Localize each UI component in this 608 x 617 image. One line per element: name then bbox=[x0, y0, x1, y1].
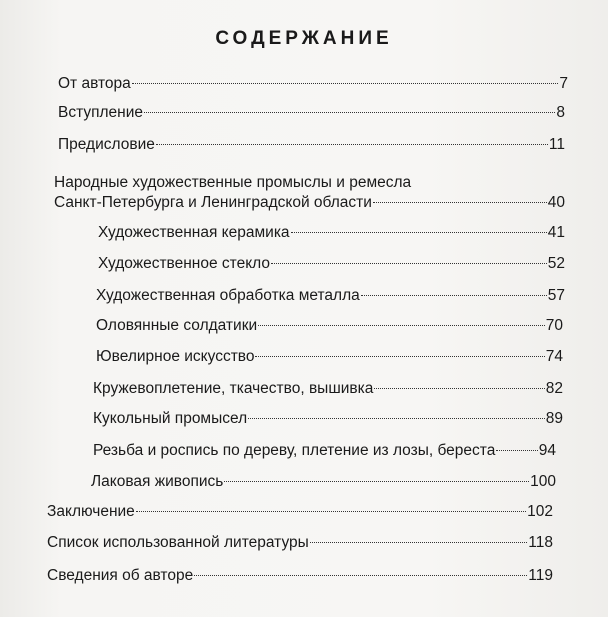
toc-entry bbox=[91, 473, 556, 491]
toc-entry bbox=[96, 348, 563, 366]
toc-entry-title: Кружевоплетение, ткачество, вышивка bbox=[93, 380, 374, 397]
toc-entry-title: Санкт-Петербурга и Ленинградской области bbox=[54, 194, 372, 211]
toc-entry-title: От автора bbox=[58, 75, 131, 92]
toc-entry-page: 100 bbox=[530, 473, 556, 490]
toc-entry bbox=[54, 194, 565, 212]
toc-leader-dots bbox=[373, 201, 547, 203]
toc-entry bbox=[58, 136, 565, 154]
toc-entry-title: Резьба и роспись по дереву, плетение из лозы, береста bbox=[93, 442, 496, 459]
toc-entry-page: 119 bbox=[528, 567, 553, 584]
toc-leader-dots bbox=[291, 231, 547, 233]
toc-entry-page: 102 bbox=[527, 503, 553, 520]
toc-entry-title: Художественная керамика bbox=[98, 224, 290, 241]
toc-entry-title: Вступление bbox=[58, 104, 144, 121]
toc-entry-page: 74 bbox=[545, 348, 563, 365]
toc-leader-dots bbox=[255, 355, 544, 357]
toc-entry-page: 89 bbox=[545, 410, 563, 427]
toc-entry-page: 70 bbox=[545, 317, 563, 334]
toc-entry bbox=[93, 380, 563, 398]
toc-leader-dots bbox=[224, 480, 529, 482]
toc-entry bbox=[93, 410, 563, 428]
toc-entry bbox=[93, 442, 556, 460]
toc-entry-page: 11 bbox=[548, 136, 565, 153]
toc-entry-title: Оловянные солдатики bbox=[96, 317, 258, 334]
toc-leader-dots bbox=[361, 294, 547, 296]
toc-leader-dots bbox=[310, 541, 528, 543]
toc-entry bbox=[47, 503, 553, 521]
toc-leader-dots bbox=[374, 387, 544, 389]
toc-entry-page: 94 bbox=[538, 442, 556, 459]
toc-entry bbox=[96, 317, 563, 335]
toc-entry-page: 41 bbox=[547, 224, 565, 241]
toc-entry-page: 52 bbox=[547, 255, 565, 272]
toc-entry bbox=[98, 255, 565, 273]
toc-entry-title: Заключение bbox=[47, 503, 135, 520]
toc-entry-title: Предисловие bbox=[58, 136, 155, 153]
toc-entry bbox=[47, 567, 553, 585]
toc-entry-title: Художественное стекло bbox=[98, 255, 270, 272]
toc-entry-page: 8 bbox=[556, 104, 565, 121]
toc-entry-title-line1: Народные художественные промыслы и ремесла bbox=[54, 174, 412, 191]
toc-leader-dots bbox=[271, 262, 547, 264]
toc-entry-page: 118 bbox=[528, 534, 553, 551]
toc-entry bbox=[47, 534, 553, 552]
page-title: СОДЕРЖАНИЕ bbox=[215, 28, 393, 49]
toc-entry-page: 40 bbox=[547, 194, 565, 211]
toc-entry bbox=[58, 75, 568, 93]
toc-leader-dots bbox=[496, 449, 537, 451]
toc-entry bbox=[98, 224, 565, 242]
toc-entry-title: Кукольный промысел bbox=[93, 410, 248, 427]
toc-leader-dots bbox=[136, 510, 526, 512]
toc-entry-title: Лаковая живопись bbox=[91, 473, 224, 490]
toc-leader-dots bbox=[258, 324, 545, 326]
toc-entry bbox=[96, 287, 565, 305]
toc-leader-dots bbox=[144, 111, 555, 113]
toc-entry-title: Сведения об авторе bbox=[47, 567, 194, 584]
toc-entry-page: 82 bbox=[545, 380, 563, 397]
toc-entry-title: Ювелирное искусство bbox=[96, 348, 255, 365]
toc-entry-page: 7 bbox=[559, 75, 568, 92]
toc-entry-title: Список использованной литературы bbox=[47, 534, 309, 551]
toc-entry-title: Художественная обработка металла bbox=[96, 287, 360, 304]
toc-leader-dots bbox=[132, 82, 559, 84]
toc-entry bbox=[58, 104, 565, 122]
toc-leader-dots bbox=[248, 417, 545, 419]
toc-leader-dots bbox=[156, 143, 548, 145]
toc-leader-dots bbox=[194, 574, 527, 576]
toc-entry-page: 57 bbox=[547, 287, 565, 304]
